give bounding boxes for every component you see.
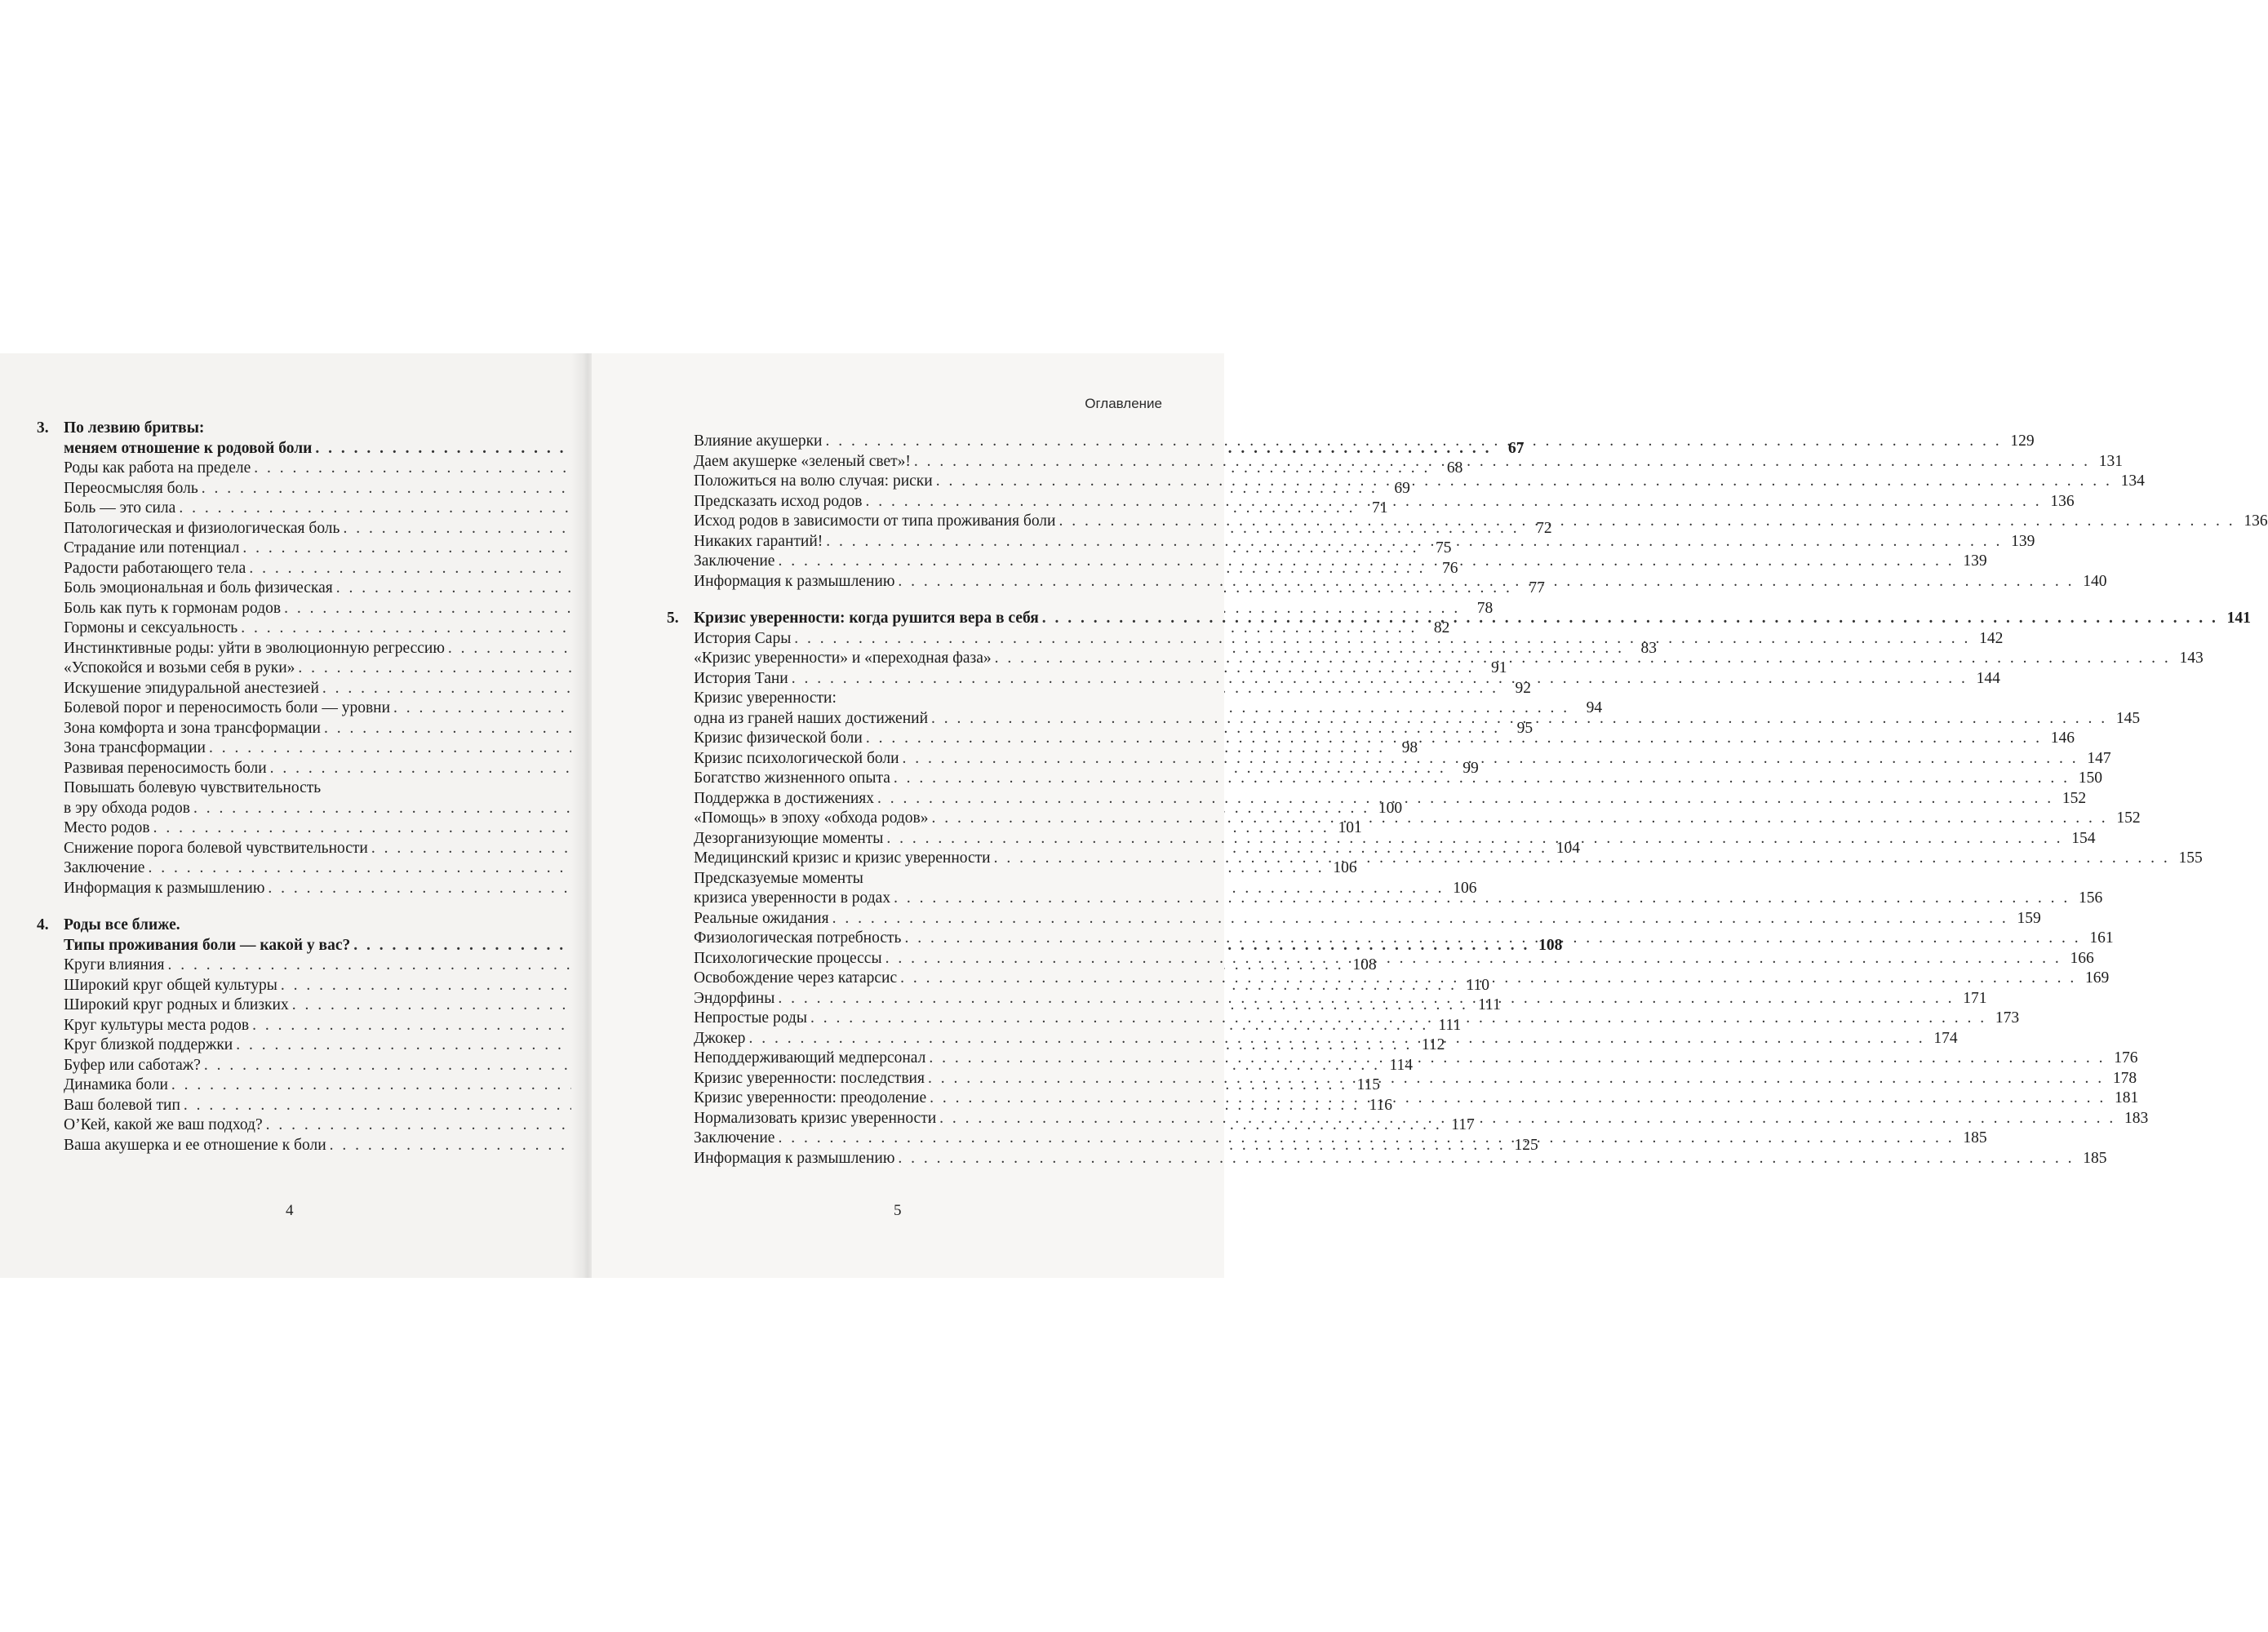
toc-entry-title: Поддержка в достижениях [694,789,875,807]
toc-chapter-entry [37,419,547,439]
dot-leader [792,669,1968,690]
dot-leader [894,769,2070,789]
dot-leader [929,1049,2105,1069]
dot-leader [865,492,2041,512]
toc-entry-title: Медицинский кризис и кризис уверенности [694,849,991,867]
toc-entry-page: 117 [1451,1116,1475,1133]
toc-entry-page: 67 [1508,439,1525,457]
running-head: Оглавление [1085,396,1162,411]
toc-entry-page: 99 [1462,759,1479,777]
toc-entry-title: Психологические процессы [694,949,882,967]
toc-entry-title: Эндорфины [694,989,775,1007]
dot-leader [903,749,2079,769]
toc-entry-title: Широкий круг родных и близких [64,996,289,1013]
toc-entry-title: По лезвию бритвы: [64,419,205,437]
dot-leader [939,1109,2115,1129]
toc-entry-page: 147 [2087,749,2111,767]
toc-entry-title: Непростые роды [694,1009,807,1027]
toc-entry-page: 150 [2078,769,2103,787]
toc-entry-title: Дезорганизующие моменты [694,829,884,847]
toc-entry-title: Снижение порога болевой чувствительности [64,839,368,857]
dot-leader [825,432,2001,452]
toc-entry-title: «Помощь» в эпоху «обхода родов» [694,809,929,827]
dot-leader [826,532,2002,552]
toc-entry-page: 159 [2017,909,2041,927]
toc-entry-page: 129 [2010,432,2035,450]
toc-entry-page: 142 [1979,629,2004,647]
toc-entry-page: 174 [1933,1029,1958,1047]
toc-chapter-entry [37,916,547,936]
toc-entry-title: Заключение [694,1129,775,1146]
toc-entry [667,689,1150,709]
toc-entry-title: Кризис уверенности: [694,690,837,707]
toc-entry-page: 185 [1963,1129,1987,1146]
toc-entry-title: Реальные ожидания [694,909,829,927]
toc-entry-title: Круг близкой поддержки [64,1036,233,1053]
toc-entry-title: Круги влияния [64,956,165,973]
toc-entry-page: 76 [1441,559,1458,577]
toc-entry-title: История Сары [694,629,792,647]
toc-entry [667,769,2103,789]
toc-entry-page: 144 [1976,669,2000,687]
toc-entry-page: 69 [1394,479,1410,497]
toc-entry-title: История Тани [694,669,788,687]
toc-gap [37,898,547,916]
toc-entry-page: 178 [2112,1069,2137,1087]
toc-entry-page: 115 [1356,1076,1381,1093]
toc-entry-title: Круг культуры места родов [64,1016,250,1034]
toc-entry-title: Боль эмоциональная и боль физическая [64,579,333,596]
toc-entry-page: 141 [2226,610,2251,627]
dot-leader [904,929,2080,949]
toc-entry-page: 143 [2179,650,2204,667]
toc-entry-page: 154 [2071,829,2096,847]
toc-entry-title: Искушение эпидуральной анестезией [64,679,319,697]
dot-leader [928,1069,2104,1089]
toc-entry-page: 116 [1369,1096,1393,1114]
toc-entry-title: О’Кей, какой же ваш подход? [64,1116,263,1133]
toc-entry-title: Физиологическая потребность [694,929,902,947]
toc-entry-page: 92 [1515,679,1532,697]
toc-entry-title: Зона комфорта и зона трансформации [64,719,321,737]
toc-entry [667,869,1150,889]
toc-entry-title: Нормализовать кризис уверенности [694,1109,937,1127]
toc-entry-page: 112 [1421,1036,1445,1053]
toc-entry-title: Повышать болевую чувствительность [64,779,322,796]
toc-entry-title: Кризис психологической боли [694,749,899,767]
toc-entry-page: 176 [2114,1049,2138,1067]
toc-entry-page: 169 [2085,969,2110,987]
toc-entry-title: «Кризис уверенности» и «переходная фаза» [694,650,992,667]
toc-entry-title: Кризис уверенности: когда рушится вера в себя [694,610,1039,627]
dot-leader [930,1089,2106,1109]
toc-entry-page: 131 [2098,452,2124,470]
toc-entry-title: Положиться на волю случая: риски [694,472,933,490]
dot-leader [877,789,2053,809]
toc-entry-page: 91 [1491,659,1507,676]
toc-entry-title: Боль как путь к гормонам родов [64,599,282,617]
toc-entry-page: 95 [1516,719,1533,737]
toc-entry-title: Освобождение через катарсис [694,969,898,987]
toc-entry-page: 108 [1352,956,1377,973]
toc-entry-page: 181 [2115,1089,2139,1106]
chapter-number: 3. [37,419,49,437]
toc-entry-title: кризиса уверенности в родах [694,889,891,907]
toc-entry-page: 104 [1556,839,1580,857]
toc-entry-page: 114 [1389,1056,1413,1074]
toc-entry-title: Динамика боли [64,1076,168,1093]
toc-entry-page: 78 [1476,599,1494,617]
toc-entry-title: Типы проживания боли — какой у вас? [64,936,351,954]
toc-gap [667,592,1150,609]
dot-leader [886,829,2062,849]
toc-entry-title: в эру обхода родов [64,799,190,817]
toc-entry-title: Болевой порог и переносимость боли — уровни [64,699,391,716]
page-number-right: 5 [894,1202,902,1219]
toc-entry-title: Буфер или саботаж? [64,1056,201,1074]
chapter-number: 4. [37,916,49,934]
toc-entry-page: 71 [1371,499,1388,517]
dot-leader [866,729,2042,749]
toc-entry-title: Информация к размышлению [694,1149,895,1167]
toc-entry-page: 136 [2050,492,2075,510]
toc-entry [667,889,2103,909]
toc-entry-title: меняем отношение к родовой боли [64,439,313,457]
toc-entry-title: Зона трансформации [64,739,206,756]
toc-entry-title: Даем акушерке «зеленый свет»! [694,452,911,470]
toc-entry-page: 111 [1478,996,1501,1013]
toc-entry-title: Никаких гарантий! [694,532,823,550]
dot-leader [748,1029,1924,1049]
toc-entry-page: 185 [2083,1149,2107,1167]
toc-entry-title: Предсказуемые моменты [694,869,863,887]
toc-entry-page: 139 [2011,532,2035,550]
toc-entry-page: 98 [1401,739,1418,756]
toc-entry-title: Джокер [694,1029,746,1047]
toc-entry-title: Инстинктивные роды: уйти в эволюционную регрессию [64,639,445,657]
dot-leader [914,452,2090,472]
chapter-number: 5. [667,610,679,627]
toc-entry-page: 72 [1536,519,1552,537]
toc-entry-page: 173 [1995,1009,2020,1027]
toc-entry-title: Неподдерживающий медперсонал [694,1049,926,1067]
toc-entry-title: Предсказать исход родов [694,492,863,510]
toc-entry [667,909,2041,929]
toc-entry-page: 111 [1438,1016,1462,1034]
dot-leader [994,849,2170,869]
toc-entry-page: 100 [1378,799,1403,817]
toc-entry-title: Развивая переносимость боли [64,759,267,777]
toc-entry-page: 101 [1338,819,1362,836]
toc-entry-page: 155 [2178,849,2203,867]
toc-entry-page: 152 [2116,809,2141,827]
toc-entry-page: 82 [1433,619,1450,636]
dot-leader [894,889,2070,909]
toc-entry-page: 106 [1333,859,1357,876]
dot-leader [900,969,2076,989]
toc-entry-title: Кризис физической боли [694,730,863,747]
toc-entry-title: Патологическая и физиологическая боль [64,519,340,537]
toc-entry-title: Гормоны и сексуальность [64,619,238,636]
toc-entry-title: Заключение [694,552,775,570]
dot-leader [898,572,2074,592]
toc-entry-page: 140 [2083,572,2107,590]
toc-entry-page: 146 [2050,730,2075,747]
dot-leader [931,709,2107,730]
toc-entry-page: 83 [1640,639,1658,657]
toc-entry-title: одна из граней наших достижений [694,709,929,727]
toc-entry-page: 171 [1963,989,1987,1007]
dot-leader [1042,609,2218,629]
toc-entry-title: Ваша акушерка и ее отношение к боли [64,1136,326,1154]
toc-entry-title: Информация к размышлению [64,879,265,897]
toc-entry-page: 161 [2089,929,2114,947]
toc-entry-page: 110 [1466,976,1490,994]
dot-leader [932,809,2108,829]
toc-entry-page: 134 [2120,472,2145,490]
toc-entry-page: 156 [2078,889,2103,907]
toc-entry-page: 125 [1514,1136,1538,1154]
toc-entry-page: 152 [2062,789,2087,807]
toc-entry-title: Роды все ближе. [64,916,180,934]
toc-entry-title: Место родов [64,819,150,836]
toc-entry-title: Кризис уверенности: последствия [694,1069,925,1087]
dot-leader [885,949,2062,969]
toc-entry-page: 108 [1538,936,1563,954]
dot-leader [778,989,1954,1009]
toc-entry-title: Влияние акушерки [694,432,823,450]
toc-entry-title: Заключение [64,859,145,876]
dot-leader [1059,512,2235,532]
toc-entry-page: 68 [1446,459,1463,477]
dot-leader [778,1129,1954,1149]
toc-entry-title: Богатство жизненного опыта [694,769,890,787]
toc-entry-title: Исход родов в зависимости от типа проживания боли [694,512,1056,530]
toc-entry-page: 166 [2070,949,2094,967]
toc-entry-title: Радости работающего тела [64,559,246,577]
toc-entry [37,778,547,799]
toc-entry-title: Информация к размышлению [694,572,895,590]
toc-entry-page: 106 [1453,879,1477,897]
toc-entry-page: 136 [2244,512,2268,530]
toc-entry-title: Кризис уверенности: преодоление [694,1089,927,1106]
toc-entry-title: Страдание или потенциал [64,539,240,557]
dot-leader [995,649,2171,669]
toc-entry-title: Ваш болевой тип [64,1096,180,1114]
dot-leader [832,909,2008,929]
book-spread [0,353,2268,1278]
toc-entry-page: 139 [1963,552,1987,570]
toc-entry-title: Переосмысляя боль [64,479,198,497]
page-number-left: 4 [286,1202,294,1219]
toc-entry-title: Боль — это сила [64,499,176,517]
dot-leader [898,1149,2074,1169]
toc-entry-title: «Успокойся и возьми себя в руки» [64,659,295,676]
toc-entry-title: Широкий круг общей культуры [64,976,277,994]
toc-entry-page: 183 [2124,1109,2149,1127]
toc-entry [667,1149,2107,1169]
toc-entry-page: 94 [1586,699,1603,716]
dot-leader [810,1009,1986,1029]
dot-leader [778,552,1954,572]
toc-entry-title: Роды как работа на пределе [64,459,251,477]
dot-leader [936,472,2112,492]
toc-entry-page: 77 [1529,579,1545,596]
dot-leader [794,629,1970,650]
toc-entry-page: 75 [1435,539,1452,557]
toc-entry-page: 145 [2115,709,2141,727]
